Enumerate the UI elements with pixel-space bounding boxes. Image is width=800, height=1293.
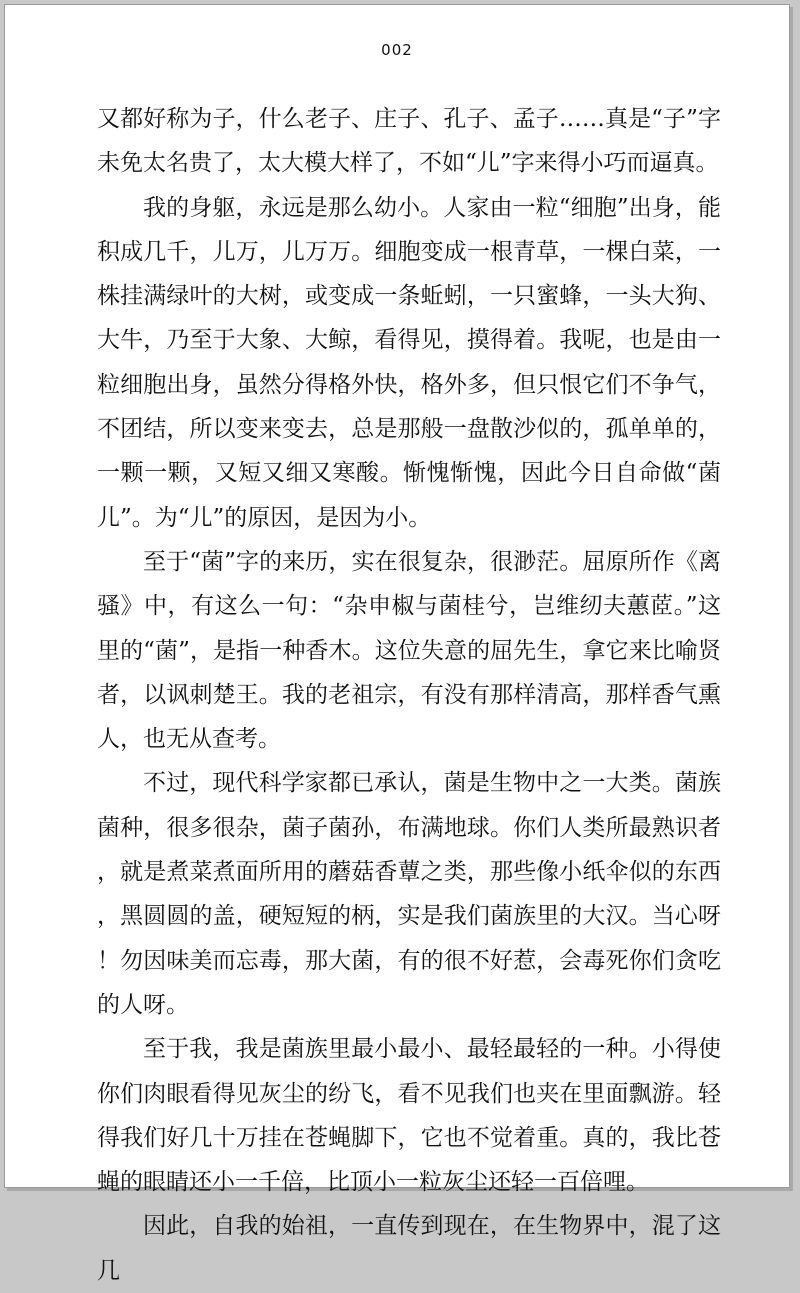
paragraph-4: 不过，现代科学家都已承认，菌是生物中之一大类。菌族菌种，很多很杂，菌子菌孙，布满地球。你们人类所最熟识者，就是煮菜煮面所用的蘑菇香蕈之类，那些像小纸伞似的东西，黑圆圆的盖，硬短短的柄，实是我们菌族里的大汉。当心呀！勿因味美而忘毒，那大菌，有的很不好惹，会毒死你们贪吃的人呀。 xyxy=(97,770,721,1018)
paragraph-3: 至于“菌”字的来历，实在很复杂，很渺茫。屈原所作《离骚》中，有这么一句：“杂申椒与菌桂兮，岂维纫夫蕙茝。”这里的“菌”，是指一种香木。这位失意的屈先生，拿它来比喻贤者，以讽刺楚王。我的老祖宗，有没有那样清高，那样香气熏人，也无从查考。 xyxy=(97,548,721,753)
page-number: 002 xyxy=(381,41,413,59)
body-text xyxy=(97,97,721,1293)
book-page xyxy=(4,4,790,1284)
paragraph-5: 至于我，我是菌族里最小最小、最轻最轻的一种。小得使你们肉眼看得见灰尘的纷飞，看不见我们也夹在里面飘游。轻得我们好几十万挂在苍蝇脚下，它也不觉着重。真的，我比苍蝇的眼睛还小一千倍，比顶小一粒灰尘还轻一百倍哩。 xyxy=(97,1036,721,1196)
paragraph-1: 又都好称为子，什么老子、庄子、孔子、孟子……真是“子”字未免太名贵了，太大模大样了，不如“儿”字来得小巧而逼真。 xyxy=(97,106,721,177)
paragraph-2: 我的身躯，永远是那么幼小。人家由一粒“细胞”出身，能积成几千，儿万，儿万万。细胞变成一根青草，一棵白菜，一株挂满绿叶的大树，或变成一条蚯蚓，一只蜜蜂，一头大狗、大牛，乃至于大象、大鲸，看得见，摸得着。我呢，也是由一粒细胞出身，虽然分得格外快，格外多，但只恨它们不争气，不团结，所以变来变去，总是那般一盘散沙似的，孤单单的，一颗一颗，又短又细又寒酸。惭愧惭愧，因此今日自命做“菌儿”。为“儿”的原因，是因为小。 xyxy=(97,194,721,531)
paragraph-6: 因此，自我的始祖，一直传到现在，在生物界中，混了这几 xyxy=(97,1213,721,1284)
